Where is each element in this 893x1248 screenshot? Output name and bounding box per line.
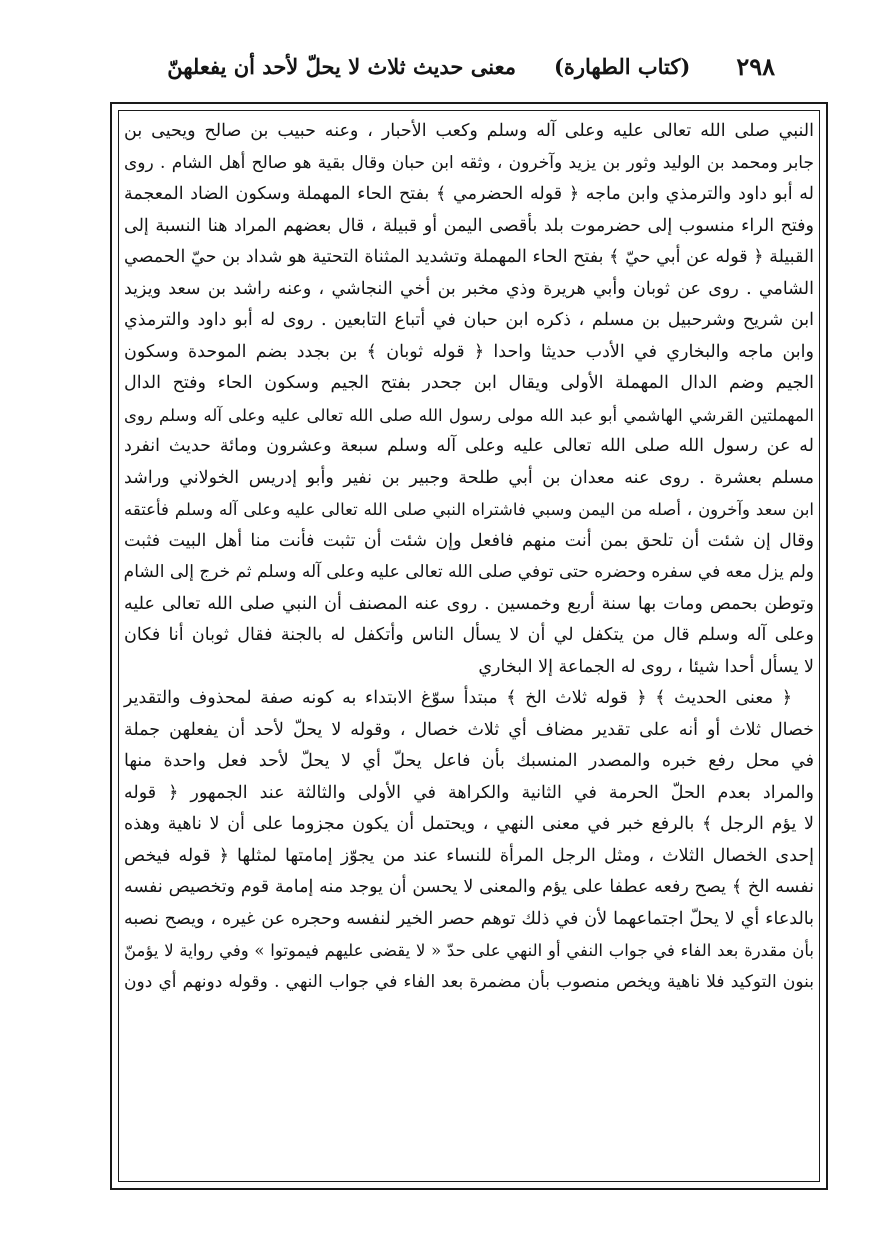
text-line: نفسه الخ ﴾ يصح رفعه عطفا على يؤم والمعنى لا يحسن أن يوجد منه إمامة قوم وتخصيص نفسه: [124, 877, 814, 897]
text-line: مسلم بعشرة . روى عنه معدان بن أبي طلحة وجبير بن نفير وأبو إدريس الخولاني وراشد: [124, 467, 814, 488]
text-line: القبيلة ﴿ قوله عن أبي حيّ ﴾ بفتح الحاء المهملة وتشديد المثناة التحتية هو شداد بن حيّ الحمصي: [124, 247, 814, 267]
text-line: النبي صلى الله تعالى عليه وعلى آله وسلم وكعب الأحبار ، وعنه حبيب بن صالح ويحيى بن: [124, 121, 814, 141]
text-line: بأن مقدرة بعد الفاء في جواب النفي أو النهي على حدّ « لا يقضى عليهم فيموتوا » وفي رواية لا يؤمنّ: [124, 941, 814, 960]
text-line: وتوطن بحمص ومات بها سنة أربع وخمسين . روى عنه المصنف أن النبي صلى الله تعالى عليه: [124, 593, 814, 614]
section-title: (كتاب الطهارة): [553, 53, 691, 79]
text-line: وعلى آله وسلم قال من يتكفل لي أن لا يسأل الناس وأتكفل له بالجنة فقال ثوبان أنا فكان: [124, 625, 814, 645]
text-line: والمراد بعدم الحلّ الحرمة في الثانية والكراهة في الأولى والثالثة عند الجمهور ﴿ قوله: [124, 782, 814, 803]
text-line: بالدعاء أي لا يحلّ اجتماعهما لأن في ذلك توهم حصر الخير لنفسه وحجره عن غيره ، ويصح نصبه: [124, 908, 814, 929]
text-line: جابر ومحمد بن الوليد وثور بن يزيد وآخرون ، وثقه ابن حبان وقال بقية هو صالح أهل الشام . روى: [124, 152, 814, 173]
text-line: وابن ماجه والبخاري في الأدب حديثا واحدا ﴿ قوله ثوبان ﴾ بن بجدد بضم الموحدة وسكون: [124, 341, 814, 362]
text-line: خصال ثلاث أو أنه على تقدير مضاف أي ثلاث خصال ، وقوله لا يحلّ لأحد أن يفعلهن جملة: [124, 719, 814, 740]
text-line: ولم يزل معه في سفره وحضره حتى توفي صلى الله تعالى عليه وعلى آله وسلم ثم خرج إلى الشام: [123, 562, 814, 582]
running-title: معنى حديث ثلاث لا يحلّ لأحد أن يفعلهنّ: [167, 53, 516, 79]
text-line: في محل رفع خبره والمصدر المنسبك بأن فاعل يحلّ أي لا يحلّ لأحد فعل واحدة منها: [124, 751, 814, 771]
text-line: وفتح الراء منسوب إلى حضرموت بلد بأقصى اليمن أو قبيلة ، قال بعضهم المراد هنا النسبة إلى: [124, 215, 814, 236]
text-line: لا يؤم الرجل ﴾ بالرفع خبر في معنى النهي ، ويحتمل أن يكون مجزوما على أن لا ناهية وهذه: [124, 814, 814, 834]
page-number: ٢٩٨: [736, 51, 775, 81]
text-line: وقال إن شئت أن تلحق بمن أنت منهم فافعل وإن شئت أن تثبت فأنت منا أهل البيت فثبت: [124, 530, 814, 551]
text-line: لا يسأل أحدا شيئا ، روى له الجماعة إلا البخاري: [478, 656, 814, 677]
text-line: بنون التوكيد فلا ناهية ويخص منصوب بأن مضمرة بعد الفاء في جواب النهي . وقوله دونهم أي دون: [124, 971, 814, 992]
body-text: [116, 116, 822, 1176]
text-line: ابن شريح وشرحبيل بن مسلم ، ذكره ابن حبان في أتباع التابعين . روى له أبو داود والترمذي: [124, 310, 814, 330]
text-line: المهملتين القرشي الهاشمي أبو عبد الله مولى رسول الله صلى الله تعالى عليه وعلى آله وسلم روى: [124, 405, 814, 425]
text-line: إحدى الخصال الثلاث ، ومثل الرجل المرأة للنساء عند من يجوّز إمامتها لمثلها ﴿ قوله فيخص: [124, 845, 814, 866]
text-line: الشامي . روى عن ثوبان وأبي هريرة وذي مخبر بن أخي النجاشي ، وعنه راشد بن سعد ويزيد: [124, 278, 814, 299]
text-line: ابن سعد وآخرون ، أصله من اليمن وسبي فاشتراه النبي صلى الله تعالى عليه وعلى آله وسلم فأعتقه: [124, 500, 814, 519]
text-line: ﴿ معنى الحديث ﴾ ﴿ قوله ثلاث الخ ﴾ مبتدأ سوّغ الابتداء به كونه صفة لمحذوف والتقدير: [124, 688, 792, 708]
text-line: الجيم وضم الدال المهملة الأولى ويقال ابن جحدر بفتح الجيم وسكون الحاء وفتح الدال: [124, 373, 814, 393]
text-line: له عن رسول الله صلى الله تعالى عليه وعلى آله وسلم سبعة وعشرون ومائة حديث انفرد: [124, 436, 814, 456]
text-line: له أبو داود والترمذي وابن ماجه ﴿ قوله الحضرمي ﴾ بفتح الحاء المهملة وسكون الضاد المعجمة: [124, 184, 814, 204]
page-header: [150, 46, 775, 86]
